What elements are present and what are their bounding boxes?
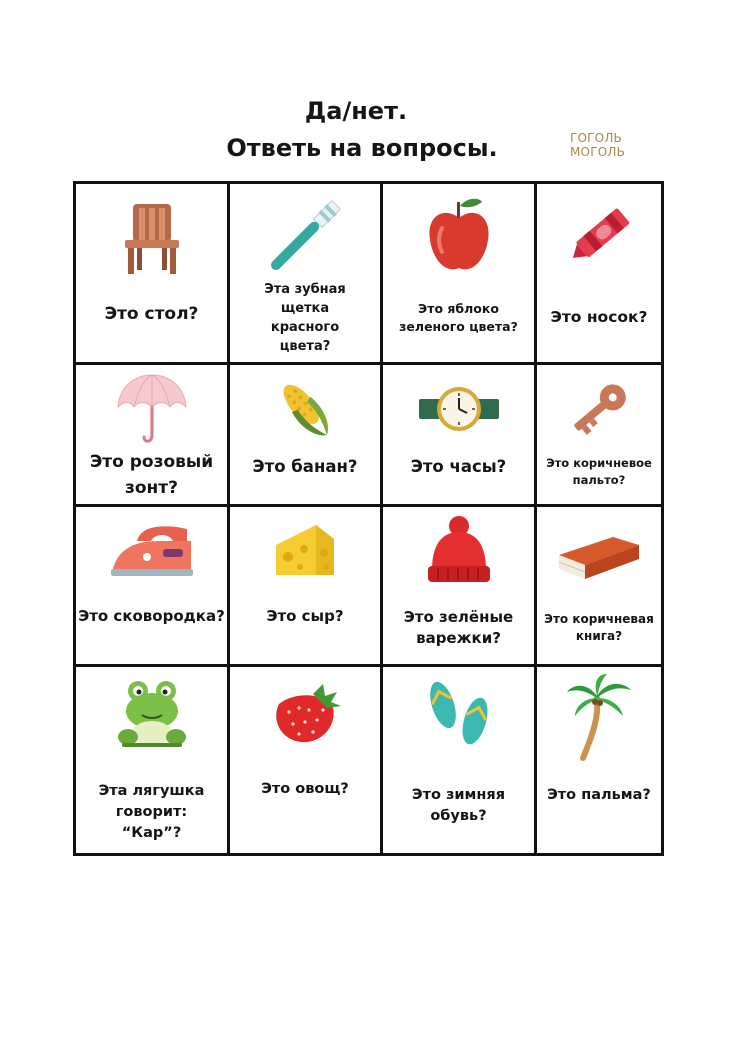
umbrella-icon <box>114 371 190 447</box>
card-question: Это стол? <box>104 304 199 324</box>
card-apple <box>380 181 537 365</box>
toothbrush-icon <box>265 196 345 276</box>
flip-flops-icon <box>423 675 495 751</box>
card-hat <box>380 504 537 667</box>
strawberry-icon <box>267 680 343 746</box>
worksheet-subtitle: Ответь на вопросы. <box>226 134 498 162</box>
card-cheese <box>227 504 383 667</box>
palm-tree-icon <box>563 672 635 762</box>
card-book <box>534 504 664 667</box>
apple-icon <box>424 196 494 276</box>
card-question: Это коричневая книга? <box>544 612 654 643</box>
card-strawberry <box>227 664 383 856</box>
card-question: Это носок? <box>550 308 648 326</box>
book-icon <box>555 519 643 583</box>
corn-icon <box>269 373 341 445</box>
card-question: Это яблоко зеленого цвета? <box>399 301 518 334</box>
card-question: Это зимняя обувь? <box>411 787 506 824</box>
card-question: Это коричневое пальто? <box>546 456 652 487</box>
card-question: Это часы? <box>410 457 507 476</box>
card-question: Это зелёные варежки? <box>403 608 514 647</box>
brand-line-1: ГОГОЛЬ <box>570 131 622 145</box>
worksheet-title: Да/нет. <box>304 97 408 125</box>
brand-logo <box>570 131 625 159</box>
card-question: Это сковородка? <box>78 607 225 625</box>
chair-icon <box>117 196 187 276</box>
question-grid <box>73 181 664 856</box>
card-frog <box>73 664 230 856</box>
card-umbrella <box>73 362 230 507</box>
card-question: Это пальма? <box>547 787 651 803</box>
crayon-icon <box>557 194 641 278</box>
brand-line-2: МОГОЛЬ <box>570 145 626 159</box>
cheese-icon <box>270 519 340 583</box>
card-crayon <box>534 181 664 365</box>
card-corn <box>227 362 383 507</box>
card-palm-tree <box>534 664 664 856</box>
card-toothbrush <box>227 181 383 365</box>
card-question: Это сыр? <box>266 607 344 625</box>
card-flip-flops <box>380 664 537 856</box>
card-question: Это розовый зонт? <box>89 452 214 498</box>
watch-icon <box>417 382 501 436</box>
card-question: Эта зубная щетка красного цвета? <box>264 282 346 354</box>
card-iron <box>73 504 230 667</box>
card-chair <box>73 181 230 365</box>
card-watch <box>380 362 537 507</box>
frog-icon <box>116 677 188 749</box>
card-question: Это овощ? <box>261 781 349 797</box>
key-icon <box>563 373 635 445</box>
card-key <box>534 362 664 507</box>
hat-icon <box>424 514 494 586</box>
card-question: Эта лягушка говорит: “Кар”? <box>98 783 205 841</box>
card-question: Это банан? <box>252 457 358 476</box>
iron-icon <box>107 521 197 581</box>
